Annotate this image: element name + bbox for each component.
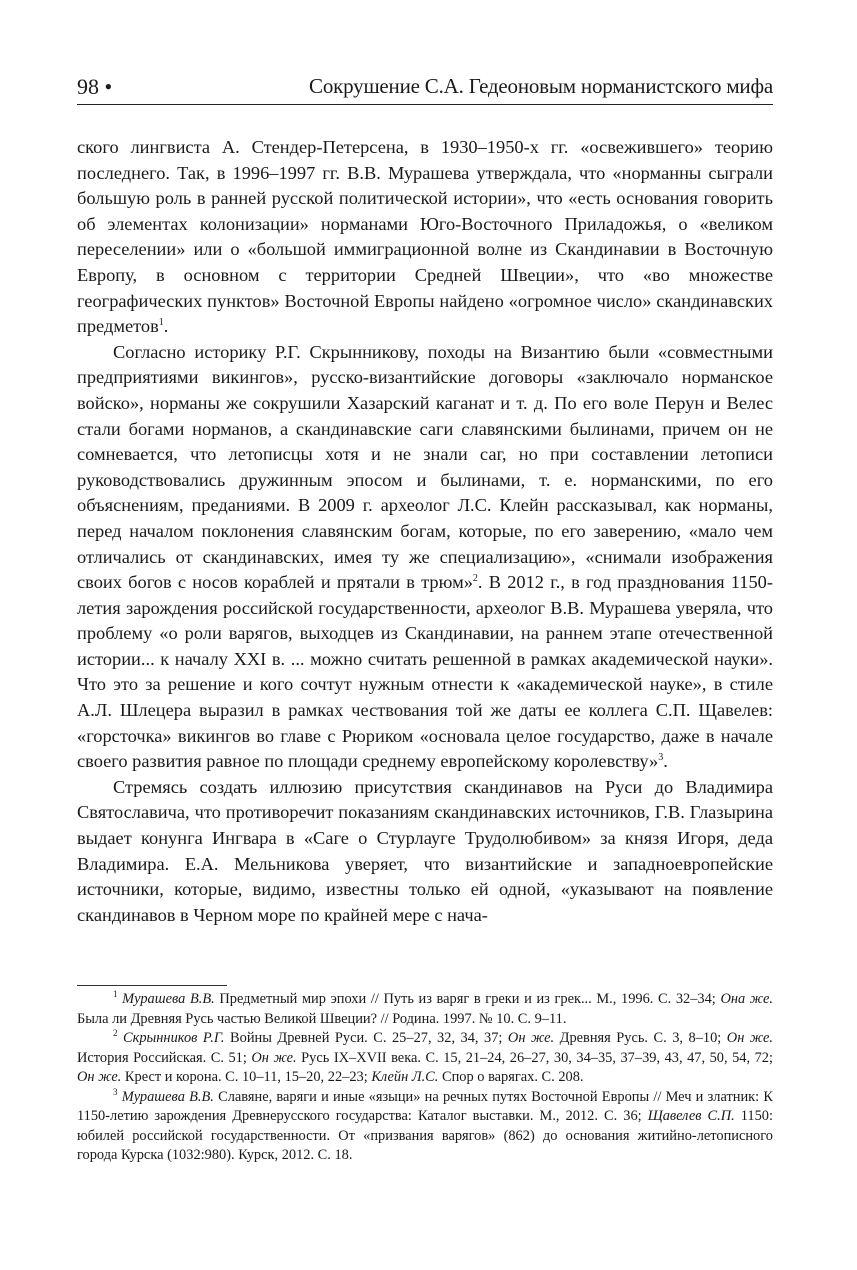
running-title: Сокрушение С.А. Гедеоновым норманистского мифа [309,74,773,98]
footnote-marker: 1 [113,989,118,1000]
author-name: Он же. [77,1069,122,1085]
text-run: . В 2012 г., в год празднования 1150-летия зарождения российской государственности, археолог В.В. Мурашева уверяла, что проблему «о роли варягов, выходцев из Скандинавии, на раннем этапе отечественной истории... к началу XXI в. ... можно считать решенной в рамках академической науки». Что это за решение и кого сочтут нужным отнести к «академической науке», в стиле А.Л. Шлецера выразил в рамках чествования той же даты ее коллега С.П. Щавелев: «горсточка» викингов во главе с Рюриком «основала целое государство, даже в начале своего развития равное по площади среднему европейскому королевству» [77,572,774,772]
author-name: Мурашева В.В. [121,1088,214,1105]
text-run: 1150: юбилей российской государственности. От «призвания варягов» (862) до основания житийно-летописного города Курска (1032:980). Курск, 2012. С. 18. [77,1108,774,1163]
text-run: Стремясь создать иллюзию присутствия скандинавов на Руси до Владимира Святославича, что противоречит показаниям скандинавских источников, Г.В. Глазырина выдает конунга Ингвара в «Саге о Стурлауге Трудолюбивом» за князя Игоря, деда Владимира. Е.А. Мельникова уверяет, что византийские и западноевропейские источники, которые, видимо, известны только ей одной, «указывают на появление скандинавов в Черном море по крайней мере с нача- [77,776,773,925]
footnote-marker: 2 [472,572,478,584]
paragraph [77,775,773,929]
footnote-marker: 3 [113,1086,118,1097]
text-run: Русь IX–XVII века. С. 15, 21–24, 26–27, 30, 34–35, 37–39, 43, 47, 50, 54, 72; [296,1049,773,1066]
author-name: Мурашева В.В. [122,991,215,1007]
author-name: Она же. [720,991,773,1007]
author-name: Он же. [251,1049,297,1066]
text-run: . [663,751,668,772]
footnote [77,1029,773,1088]
text-run: Войны Древней Руси. С. 25–27, 32, 34, 37; [224,1030,508,1046]
footnote-marker: 1 [158,317,164,329]
footnote-marker: 3 [658,752,664,764]
text-run: История Российская. С. 51; [77,1049,252,1066]
footnote-separator [77,985,227,986]
author-name: Щавелев С.П. [647,1108,735,1124]
paragraph [77,135,773,340]
author-name: Клейн Л.С. [371,1069,439,1085]
text-run: Была ли Древняя Русь частью Великой Швеции? // Родина. 1997. № 10. С. 9–11. [77,1010,567,1027]
author-name: Он же. [726,1030,774,1046]
paragraph [77,340,773,775]
text-run: Спор о варягах. С. 208. [438,1069,584,1085]
footnotes [77,990,773,1166]
footnote [77,990,773,1029]
author-name: Он же. [507,1030,555,1046]
text-run: Согласно историку Р.Г. Скрынникову, походы на Византию были «совместными предприятиями викингов», русско-византийские договоры «заключало норманское войско», норманы же сокрушили Хазарский каганат и т. д. По его воле Перун и Велес стали богами норманов, а скандинавские саги славянскими былинами, причем он не сомневается, что летописцы хотя и не знали саг, но при составлении летописи руководствовались дружинным эпосом и былинами, т. е. норманскими, по его объяснениям, преданиями. В 2009 г. археолог Л.С. Клейн рассказывал, как норманы, перед началом поклонения славянским богам, которые, по его заверению, «мало чем отличались от скандинавских, имея ту же специализацию», «снимали изображения своих богов с носов кораблей и прятали в трюм» [77,341,773,593]
footnote-marker: 2 [113,1028,118,1039]
text-run: Древняя Русь. С. 3, 8–10; [554,1030,727,1046]
text-run: ского лингвиста А. Стендер-Петерсена, в 1930–1950-х гг. «освежившего» теорию последнего. Так, в 1996–1997 гг. В.В. Мурашева утверждала, что «норманны сыграли большую роль в ранней русской политической истории», что «есть основания говорить об элементах колонизации» норманами Юго-Восточного Приладожья, о «великом переселении» или о «большой иммиграционной волне из Скандинавии в Восточную Европу, в основном с территории Средней Швеции», что «во множестве географических пунктов» Восточной Европы найдено «огромное число» скандинавских предметов [77,137,773,337]
main-text [77,135,773,928]
page-header [77,74,773,105]
author-name: Скрынников Р.Г. [123,1030,225,1046]
text-run: Крест и корона. С. 10–11, 15–20, 22–23; [121,1069,372,1085]
page-number: 98 • [77,74,113,99]
text-run: Славяне, варяги и иные «языци» на речных путях Восточной Европы // Меч и златник: К 1150-летию зарождения Древнерусского государства: Каталог выставки. М., 2012. С. 36; [77,1088,773,1124]
footnote [77,1088,773,1166]
text-run: Предметный мир эпохи // Путь из варяг в греки и из грек... М., 1996. С. 32–34; [214,991,721,1007]
text-run: . [163,316,169,337]
